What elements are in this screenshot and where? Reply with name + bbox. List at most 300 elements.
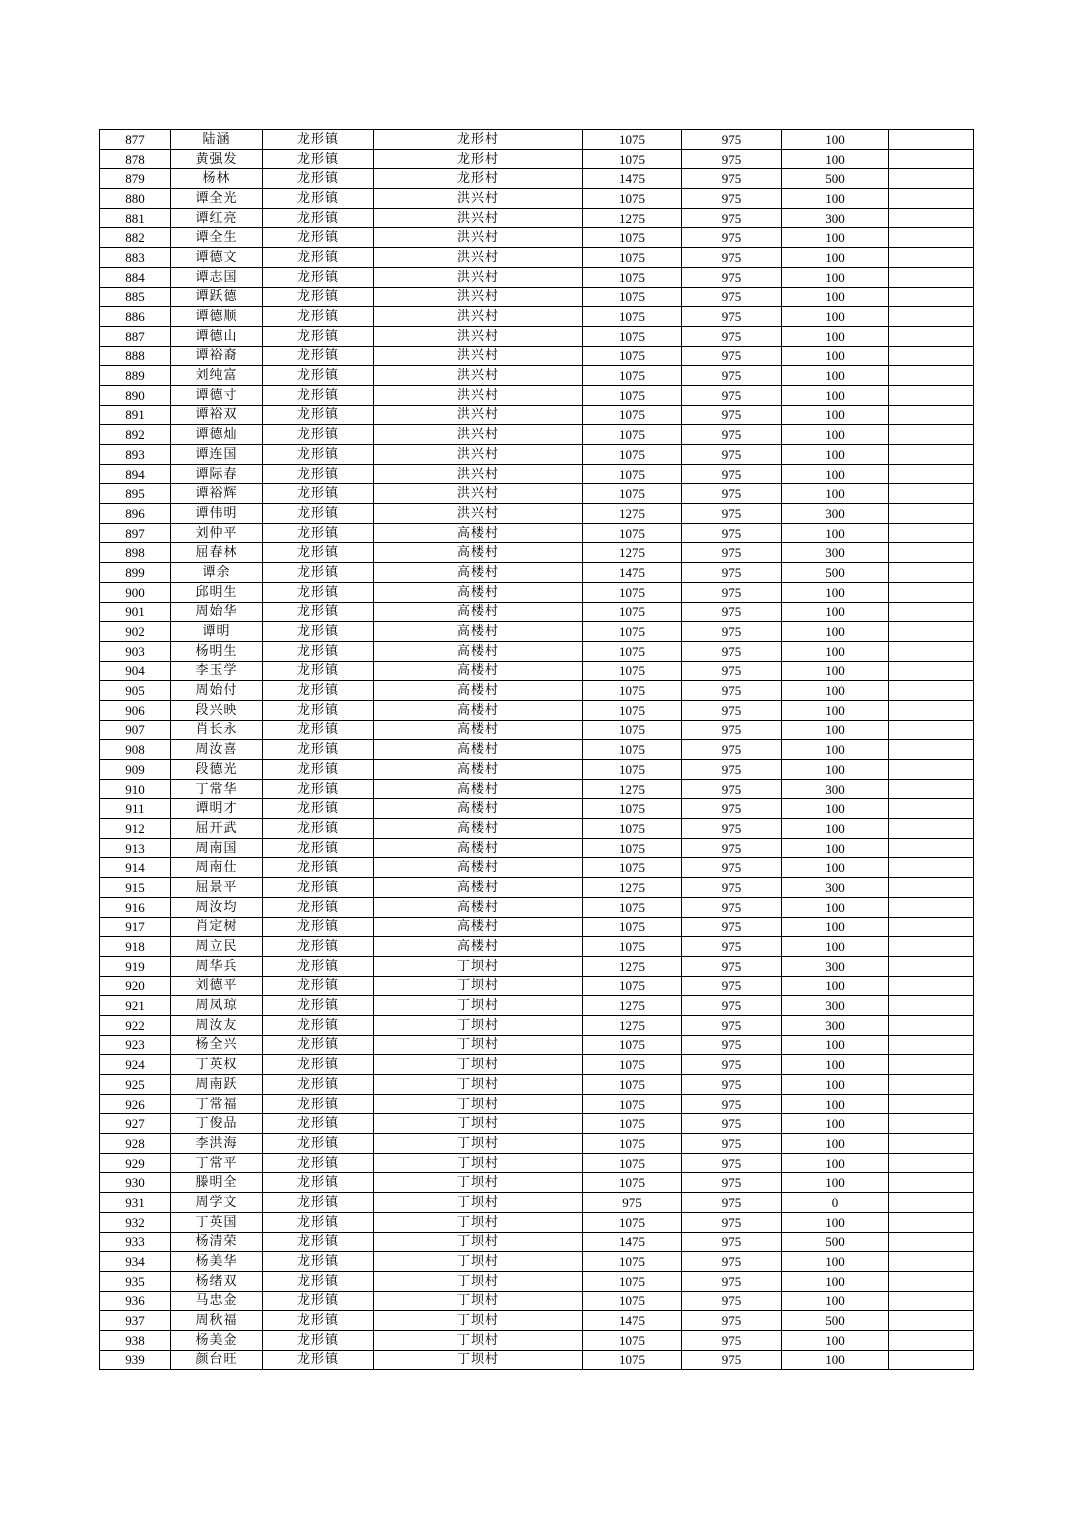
cell-amount-total: 1075 <box>583 700 682 720</box>
cell-amount-difference: 300 <box>782 543 889 563</box>
cell-name: 肖定树 <box>171 917 263 937</box>
cell-amount-total: 1075 <box>583 819 682 839</box>
table-row <box>100 464 974 484</box>
cell-town: 龙形镇 <box>263 1055 374 1075</box>
cell-village: 洪兴村 <box>374 326 583 346</box>
table-row <box>100 346 974 366</box>
table-row <box>100 1330 974 1350</box>
cell-row-number: 893 <box>100 445 171 465</box>
table-row <box>100 858 974 878</box>
cell-amount-difference: 100 <box>782 819 889 839</box>
cell-name: 周秋福 <box>171 1311 263 1331</box>
cell-row-number: 882 <box>100 228 171 248</box>
cell-amount-total: 1275 <box>583 956 682 976</box>
table-row <box>100 1173 974 1193</box>
cell-town: 龙形镇 <box>263 976 374 996</box>
cell-village: 洪兴村 <box>374 346 583 366</box>
cell-village: 高楼村 <box>374 622 583 642</box>
cell-amount-difference: 100 <box>782 149 889 169</box>
cell-village: 高楼村 <box>374 799 583 819</box>
cell-row-number: 897 <box>100 523 171 543</box>
table-row <box>100 326 974 346</box>
cell-remark <box>889 1193 974 1213</box>
cell-village: 高楼村 <box>374 819 583 839</box>
cell-village: 洪兴村 <box>374 504 583 524</box>
cell-remark <box>889 760 974 780</box>
cell-amount-total: 1075 <box>583 858 682 878</box>
cell-amount-difference: 100 <box>782 700 889 720</box>
cell-amount-total: 1475 <box>583 563 682 583</box>
cell-name: 肖长永 <box>171 720 263 740</box>
cell-amount-base: 975 <box>682 1232 782 1252</box>
cell-amount-total: 1275 <box>583 504 682 524</box>
cell-town: 龙形镇 <box>263 1311 374 1331</box>
table-row <box>100 819 974 839</box>
cell-remark <box>889 464 974 484</box>
cell-amount-base: 975 <box>682 366 782 386</box>
cell-town: 龙形镇 <box>263 956 374 976</box>
cell-amount-base: 975 <box>682 464 782 484</box>
table-row <box>100 976 974 996</box>
cell-amount-difference: 100 <box>782 248 889 268</box>
cell-amount-total: 1075 <box>583 267 682 287</box>
cell-row-number: 905 <box>100 681 171 701</box>
cell-amount-difference: 100 <box>782 799 889 819</box>
cell-amount-difference: 100 <box>782 464 889 484</box>
cell-village: 高楼村 <box>374 563 583 583</box>
cell-amount-difference: 100 <box>782 760 889 780</box>
cell-amount-difference: 100 <box>782 1271 889 1291</box>
cell-town: 龙形镇 <box>263 326 374 346</box>
cell-row-number: 935 <box>100 1271 171 1291</box>
table-row <box>100 1075 974 1095</box>
cell-name: 丁常平 <box>171 1153 263 1173</box>
cell-row-number: 888 <box>100 346 171 366</box>
table-row <box>100 838 974 858</box>
cell-amount-total: 1075 <box>583 445 682 465</box>
cell-town: 龙形镇 <box>263 1114 374 1134</box>
cell-row-number: 931 <box>100 1193 171 1213</box>
cell-village: 高楼村 <box>374 681 583 701</box>
cell-amount-difference: 100 <box>782 602 889 622</box>
cell-amount-total: 1075 <box>583 1212 682 1232</box>
cell-village: 丁坝村 <box>374 1252 583 1272</box>
cell-row-number: 904 <box>100 661 171 681</box>
cell-remark <box>889 1291 974 1311</box>
cell-amount-base: 975 <box>682 858 782 878</box>
cell-amount-difference: 100 <box>782 937 889 957</box>
cell-amount-difference: 100 <box>782 346 889 366</box>
cell-village: 高楼村 <box>374 602 583 622</box>
cell-row-number: 894 <box>100 464 171 484</box>
table-row <box>100 956 974 976</box>
cell-village: 高楼村 <box>374 700 583 720</box>
cell-name: 周南仕 <box>171 858 263 878</box>
cell-row-number: 908 <box>100 740 171 760</box>
cell-amount-difference: 100 <box>782 1094 889 1114</box>
cell-remark <box>889 700 974 720</box>
table-row <box>100 307 974 327</box>
cell-amount-total: 1075 <box>583 1094 682 1114</box>
cell-row-number: 901 <box>100 602 171 622</box>
cell-town: 龙形镇 <box>263 1173 374 1193</box>
table-row <box>100 1094 974 1114</box>
cell-row-number: 896 <box>100 504 171 524</box>
table-row <box>100 405 974 425</box>
cell-village: 高楼村 <box>374 917 583 937</box>
cell-name: 李玉学 <box>171 661 263 681</box>
table-row <box>100 287 974 307</box>
cell-amount-difference: 100 <box>782 326 889 346</box>
table-row <box>100 1153 974 1173</box>
cell-amount-base: 975 <box>682 622 782 642</box>
cell-village: 丁坝村 <box>374 956 583 976</box>
cell-town: 龙形镇 <box>263 799 374 819</box>
cell-amount-base: 975 <box>682 996 782 1016</box>
cell-remark <box>889 1232 974 1252</box>
cell-town: 龙形镇 <box>263 878 374 898</box>
cell-village: 丁坝村 <box>374 976 583 996</box>
cell-amount-base: 975 <box>682 1252 782 1272</box>
cell-remark <box>889 661 974 681</box>
table-row <box>100 208 974 228</box>
cell-amount-base: 975 <box>682 228 782 248</box>
table-row <box>100 1232 974 1252</box>
cell-name: 周汝均 <box>171 897 263 917</box>
cell-amount-difference: 100 <box>782 740 889 760</box>
table-row <box>100 1212 974 1232</box>
cell-town: 龙形镇 <box>263 1291 374 1311</box>
cell-village: 龙形村 <box>374 149 583 169</box>
cell-amount-base: 975 <box>682 523 782 543</box>
cell-amount-total: 1075 <box>583 366 682 386</box>
cell-amount-total: 1075 <box>583 425 682 445</box>
cell-remark <box>889 582 974 602</box>
cell-amount-base: 975 <box>682 1212 782 1232</box>
cell-amount-difference: 300 <box>782 208 889 228</box>
table-row <box>100 1055 974 1075</box>
cell-amount-total: 1075 <box>583 1173 682 1193</box>
cell-amount-total: 1075 <box>583 917 682 937</box>
cell-name: 刘德平 <box>171 976 263 996</box>
cell-village: 丁坝村 <box>374 1035 583 1055</box>
cell-remark <box>889 169 974 189</box>
cell-name: 丁常福 <box>171 1094 263 1114</box>
cell-name: 周华兵 <box>171 956 263 976</box>
cell-town: 龙形镇 <box>263 1350 374 1370</box>
cell-amount-total: 1075 <box>583 130 682 150</box>
cell-name: 谭伟明 <box>171 504 263 524</box>
cell-amount-difference: 100 <box>782 267 889 287</box>
cell-town: 龙形镇 <box>263 582 374 602</box>
cell-amount-difference: 100 <box>782 720 889 740</box>
cell-amount-difference: 100 <box>782 1252 889 1272</box>
cell-amount-base: 975 <box>682 563 782 583</box>
cell-remark <box>889 307 974 327</box>
cell-amount-total: 1075 <box>583 760 682 780</box>
cell-amount-base: 975 <box>682 1134 782 1154</box>
cell-amount-total: 1075 <box>583 248 682 268</box>
cell-amount-total: 1075 <box>583 740 682 760</box>
cell-row-number: 889 <box>100 366 171 386</box>
cell-remark <box>889 917 974 937</box>
cell-village: 洪兴村 <box>374 464 583 484</box>
cell-amount-total: 1075 <box>583 799 682 819</box>
cell-village: 丁坝村 <box>374 1350 583 1370</box>
cell-town: 龙形镇 <box>263 858 374 878</box>
cell-village: 洪兴村 <box>374 445 583 465</box>
cell-amount-total: 1075 <box>583 307 682 327</box>
cell-town: 龙形镇 <box>263 700 374 720</box>
cell-amount-difference: 100 <box>782 1153 889 1173</box>
cell-amount-base: 975 <box>682 740 782 760</box>
cell-row-number: 926 <box>100 1094 171 1114</box>
cell-amount-difference: 100 <box>782 1350 889 1370</box>
cell-row-number: 879 <box>100 169 171 189</box>
cell-remark <box>889 897 974 917</box>
table-row <box>100 740 974 760</box>
cell-row-number: 933 <box>100 1232 171 1252</box>
cell-amount-base: 975 <box>682 1173 782 1193</box>
cell-amount-base: 975 <box>682 504 782 524</box>
cell-amount-total: 1275 <box>583 878 682 898</box>
cell-amount-base: 975 <box>682 208 782 228</box>
cell-amount-base: 975 <box>682 1153 782 1173</box>
cell-row-number: 913 <box>100 838 171 858</box>
cell-amount-total: 1075 <box>583 385 682 405</box>
cell-amount-total: 1075 <box>583 1252 682 1272</box>
cell-row-number: 895 <box>100 484 171 504</box>
cell-remark <box>889 1015 974 1035</box>
cell-town: 龙形镇 <box>263 641 374 661</box>
table-row <box>100 878 974 898</box>
cell-amount-total: 1075 <box>583 622 682 642</box>
cell-village: 洪兴村 <box>374 208 583 228</box>
cell-amount-difference: 100 <box>782 130 889 150</box>
table-row <box>100 1015 974 1035</box>
cell-town: 龙形镇 <box>263 1094 374 1114</box>
cell-village: 高楼村 <box>374 858 583 878</box>
cell-village: 洪兴村 <box>374 189 583 209</box>
cell-row-number: 917 <box>100 917 171 937</box>
cell-amount-base: 975 <box>682 1015 782 1035</box>
cell-name: 谭德顺 <box>171 307 263 327</box>
cell-town: 龙形镇 <box>263 1271 374 1291</box>
cell-row-number: 914 <box>100 858 171 878</box>
cell-amount-difference: 100 <box>782 917 889 937</box>
cell-remark <box>889 563 974 583</box>
cell-remark <box>889 543 974 563</box>
cell-remark <box>889 1035 974 1055</box>
cell-row-number: 923 <box>100 1035 171 1055</box>
cell-amount-base: 975 <box>682 799 782 819</box>
cell-amount-total: 1275 <box>583 543 682 563</box>
cell-row-number: 910 <box>100 779 171 799</box>
cell-town: 龙形镇 <box>263 228 374 248</box>
cell-village: 丁坝村 <box>374 1094 583 1114</box>
cell-row-number: 911 <box>100 799 171 819</box>
cell-town: 龙形镇 <box>263 248 374 268</box>
cell-town: 龙形镇 <box>263 1212 374 1232</box>
cell-amount-difference: 100 <box>782 1330 889 1350</box>
cell-village: 高楼村 <box>374 720 583 740</box>
cell-name: 谭德灿 <box>171 425 263 445</box>
cell-town: 龙形镇 <box>263 897 374 917</box>
cell-town: 龙形镇 <box>263 208 374 228</box>
cell-remark <box>889 602 974 622</box>
cell-name: 谭跃德 <box>171 287 263 307</box>
table-row <box>100 169 974 189</box>
cell-village: 洪兴村 <box>374 425 583 445</box>
cell-amount-total: 1075 <box>583 1114 682 1134</box>
cell-amount-total: 1075 <box>583 228 682 248</box>
cell-remark <box>889 1330 974 1350</box>
cell-amount-total: 1475 <box>583 1311 682 1331</box>
cell-remark <box>889 425 974 445</box>
cell-amount-base: 975 <box>682 326 782 346</box>
cell-amount-base: 975 <box>682 385 782 405</box>
cell-name: 杨全兴 <box>171 1035 263 1055</box>
cell-amount-base: 975 <box>682 287 782 307</box>
cell-village: 高楼村 <box>374 740 583 760</box>
cell-amount-difference: 500 <box>782 169 889 189</box>
cell-name: 谭德寸 <box>171 385 263 405</box>
cell-row-number: 877 <box>100 130 171 150</box>
cell-amount-total: 1275 <box>583 208 682 228</box>
cell-name: 周始华 <box>171 602 263 622</box>
cell-remark <box>889 937 974 957</box>
cell-village: 丁坝村 <box>374 1114 583 1134</box>
table-row <box>100 484 974 504</box>
cell-remark <box>889 366 974 386</box>
table-row <box>100 248 974 268</box>
cell-name: 周学文 <box>171 1193 263 1213</box>
cell-amount-base: 975 <box>682 681 782 701</box>
cell-amount-total: 1075 <box>583 523 682 543</box>
cell-village: 丁坝村 <box>374 1134 583 1154</box>
cell-amount-base: 975 <box>682 937 782 957</box>
cell-name: 周立民 <box>171 937 263 957</box>
cell-row-number: 921 <box>100 996 171 1016</box>
cell-amount-difference: 500 <box>782 563 889 583</box>
cell-remark <box>889 622 974 642</box>
cell-amount-base: 975 <box>682 169 782 189</box>
cell-amount-difference: 100 <box>782 1134 889 1154</box>
table-row <box>100 602 974 622</box>
cell-name: 杨美华 <box>171 1252 263 1272</box>
cell-village: 丁坝村 <box>374 1055 583 1075</box>
table-row <box>100 1311 974 1331</box>
table-row <box>100 897 974 917</box>
cell-name: 刘仲平 <box>171 523 263 543</box>
cell-amount-base: 975 <box>682 445 782 465</box>
cell-amount-total: 1075 <box>583 937 682 957</box>
cell-row-number: 878 <box>100 149 171 169</box>
cell-town: 龙形镇 <box>263 681 374 701</box>
cell-name: 段德光 <box>171 760 263 780</box>
cell-town: 龙形镇 <box>263 543 374 563</box>
cell-amount-base: 975 <box>682 189 782 209</box>
cell-row-number: 918 <box>100 937 171 957</box>
cell-amount-total: 1075 <box>583 838 682 858</box>
cell-amount-base: 975 <box>682 307 782 327</box>
table-row <box>100 917 974 937</box>
cell-amount-difference: 100 <box>782 976 889 996</box>
cell-name: 杨美金 <box>171 1330 263 1350</box>
cell-remark <box>889 858 974 878</box>
cell-row-number: 909 <box>100 760 171 780</box>
cell-row-number: 932 <box>100 1212 171 1232</box>
cell-name: 黄强发 <box>171 149 263 169</box>
cell-amount-base: 975 <box>682 1035 782 1055</box>
table-row <box>100 366 974 386</box>
cell-amount-base: 975 <box>682 149 782 169</box>
cell-row-number: 898 <box>100 543 171 563</box>
cell-town: 龙形镇 <box>263 307 374 327</box>
cell-remark <box>889 405 974 425</box>
cell-amount-total: 1475 <box>583 1232 682 1252</box>
table-row <box>100 543 974 563</box>
cell-remark <box>889 189 974 209</box>
cell-village: 洪兴村 <box>374 484 583 504</box>
cell-amount-difference: 300 <box>782 956 889 976</box>
cell-row-number: 924 <box>100 1055 171 1075</box>
cell-row-number: 925 <box>100 1075 171 1095</box>
cell-amount-difference: 500 <box>782 1232 889 1252</box>
cell-name: 杨清荣 <box>171 1232 263 1252</box>
cell-name: 丁英权 <box>171 1055 263 1075</box>
cell-name: 谭全生 <box>171 228 263 248</box>
cell-amount-total: 1075 <box>583 976 682 996</box>
cell-town: 龙形镇 <box>263 287 374 307</box>
cell-name: 周南跃 <box>171 1075 263 1095</box>
cell-village: 高楼村 <box>374 641 583 661</box>
cell-amount-total: 1275 <box>583 996 682 1016</box>
table-row <box>100 681 974 701</box>
table-row <box>100 228 974 248</box>
cell-village: 洪兴村 <box>374 248 583 268</box>
cell-row-number: 881 <box>100 208 171 228</box>
cell-town: 龙形镇 <box>263 760 374 780</box>
cell-amount-base: 975 <box>682 1291 782 1311</box>
cell-amount-difference: 500 <box>782 1311 889 1331</box>
table-row <box>100 425 974 445</box>
cell-amount-total: 1075 <box>583 720 682 740</box>
cell-name: 周汝喜 <box>171 740 263 760</box>
cell-name: 谭红亮 <box>171 208 263 228</box>
cell-name: 谭明才 <box>171 799 263 819</box>
cell-amount-base: 975 <box>682 1350 782 1370</box>
cell-town: 龙形镇 <box>263 937 374 957</box>
cell-remark <box>889 326 974 346</box>
cell-town: 龙形镇 <box>263 602 374 622</box>
cell-town: 龙形镇 <box>263 819 374 839</box>
cell-village: 高楼村 <box>374 878 583 898</box>
cell-row-number: 887 <box>100 326 171 346</box>
table-body <box>100 130 974 1370</box>
table-row <box>100 504 974 524</box>
cell-row-number: 886 <box>100 307 171 327</box>
cell-remark <box>889 641 974 661</box>
cell-amount-total: 1075 <box>583 405 682 425</box>
table-row <box>100 1134 974 1154</box>
cell-amount-total: 1075 <box>583 1350 682 1370</box>
cell-amount-difference: 100 <box>782 1212 889 1232</box>
cell-village: 洪兴村 <box>374 366 583 386</box>
cell-town: 龙形镇 <box>263 1134 374 1154</box>
table-row <box>100 445 974 465</box>
cell-amount-difference: 300 <box>782 878 889 898</box>
